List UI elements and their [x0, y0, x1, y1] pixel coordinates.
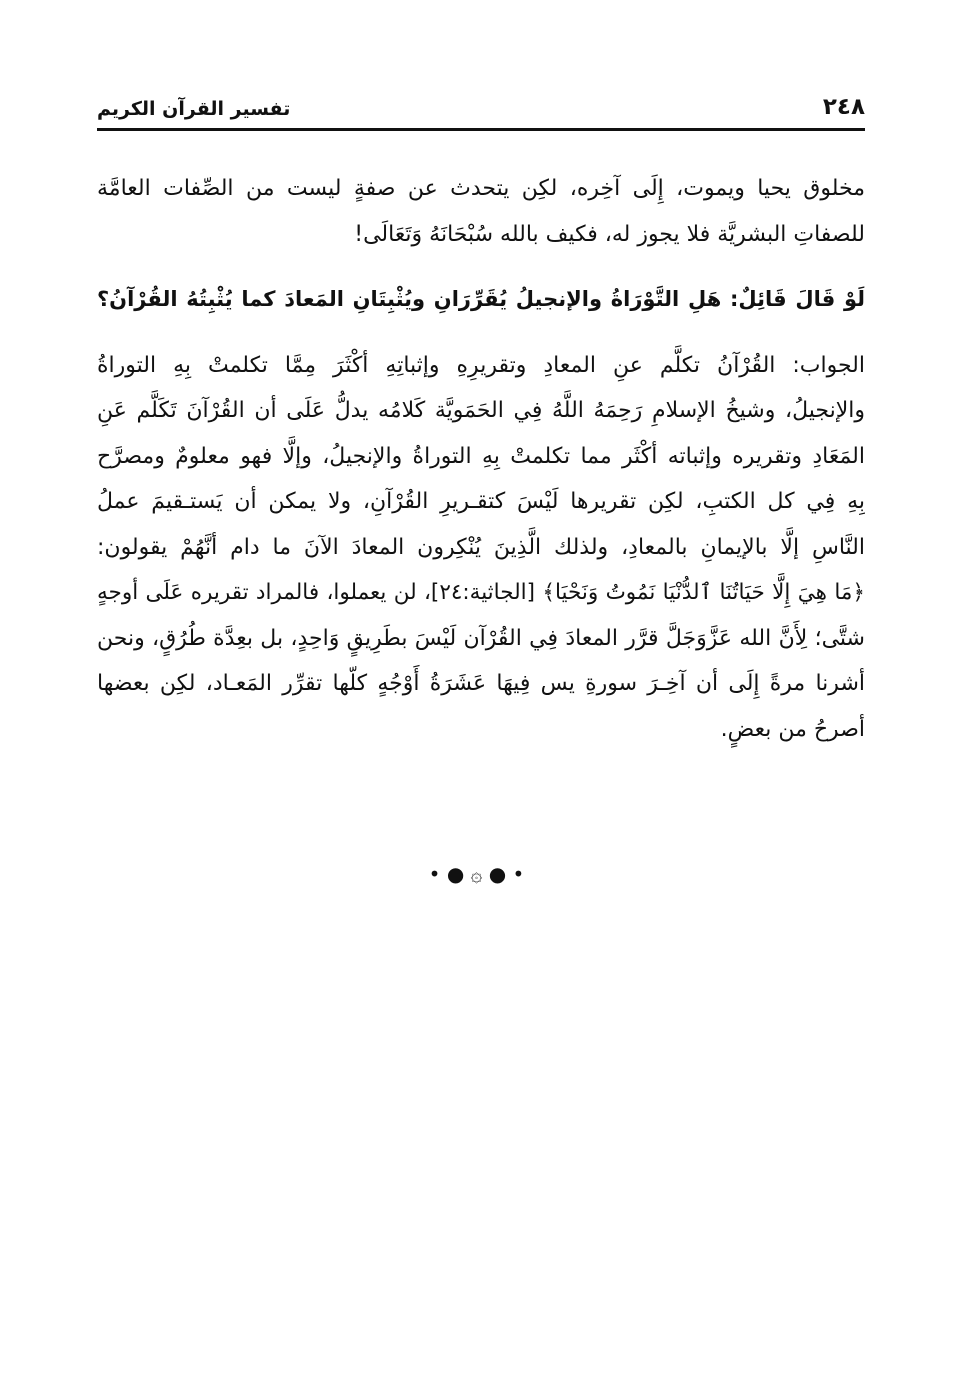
book-title: تفسير القرآن الكريم [97, 98, 291, 120]
page-body [97, 166, 865, 752]
text-line: والإنجيلُ، وشيخُ الإسلامِ رَحِمَهُ اللَّهُ فِي الحَمَويَّة كَلامُه يدلُّ عَلَى أن القُرْآنَ تَكَلَّم عَنِ [97, 398, 865, 423]
section-end-ornament: • ● ۞ ● • [428, 862, 525, 886]
question-line: لَوْ قَالَ قَائِلٌ: هَلِ التَّوْرَاةُ والإنجيلُ يُقَرِّرَانِ ويُثْبِتَانِ المَعادَ كما يُثْبِتُهُ القُرْآنُ؟ [97, 287, 865, 311]
text-line: مخلوق يحيا ويموت، إِلَى آخِره، لكِن يتحدث عن صفةٍ ليست من الصِّفات العامَّة [97, 176, 865, 201]
text-line: المَعَادِ وتقريره وإثباته أكْثَر مما تكلمتْ بِهِ التوراةُ والإنجيلُ، وإلَّا فهو معلومٌ ومصرَّح [97, 443, 865, 469]
text-line: أصرحُ من بعضٍ. [720, 716, 865, 742]
text-line: أشرنا مرةً إِلَى أن آخِـرَ سورةِ يس فِيهَا عَشَرَةُ أَوْجُهٍ كلّها تقرِّر المَعـاد، لكِن بعضها [97, 671, 865, 696]
text-line: للصفاتِ البشريَّة فلا يجوز له، فكيف بالله سُبْحَانَهُ وَتَعَالَى! [354, 221, 865, 247]
page-header [97, 92, 865, 132]
text-line: الجواب: القُرْآنُ تكلَّم عنِ المعادِ وتقريرِهِ وإثباتِهِ أكْثَرَ مِمَّا تكلمتْ بِهِ التوراةُ [97, 352, 865, 378]
header-rule [97, 128, 865, 131]
text-line: بِهِ فِي كل الكتبِ، لكِن تقريرها لَيْسَ كتقـريرِ القُرْآنِ، ولا يمكن أن يَستـقيمَ عملُ [97, 489, 865, 514]
text-line: النَّاسِ إلَّا بالإيمانِ بالمعادِ، ولذلك الَّذِينَ يُنْكِرون المعادَ الآنَ ما دام أنَّهُمْ يقولون: [97, 534, 865, 560]
quran-verse-line: ﴿مَا هِيَ إِلَّا حَيَاتُنَا ٱلدُّنْيَا نَمُوتُ وَنَحْيَا﴾ [الجاثية:٢٤]، لن يعملوا، فالمراد تقريره عَلَى أوجهٍ [97, 580, 865, 605]
paragraph-1 [97, 166, 865, 257]
question-paragraph [97, 277, 865, 323]
answer-paragraph [97, 343, 865, 753]
page-number: ٢٤٨ [822, 94, 865, 120]
text-line: شتَّى؛ لِأَنَّ الله عَزَّوَجَلَّ قرَّر المعادَ فِي القُرْآن لَيْسَ بطَرِيقٍ وَاحِدٍ، بل بعِدَّة طُرُقٍ، ونحن [97, 625, 865, 651]
